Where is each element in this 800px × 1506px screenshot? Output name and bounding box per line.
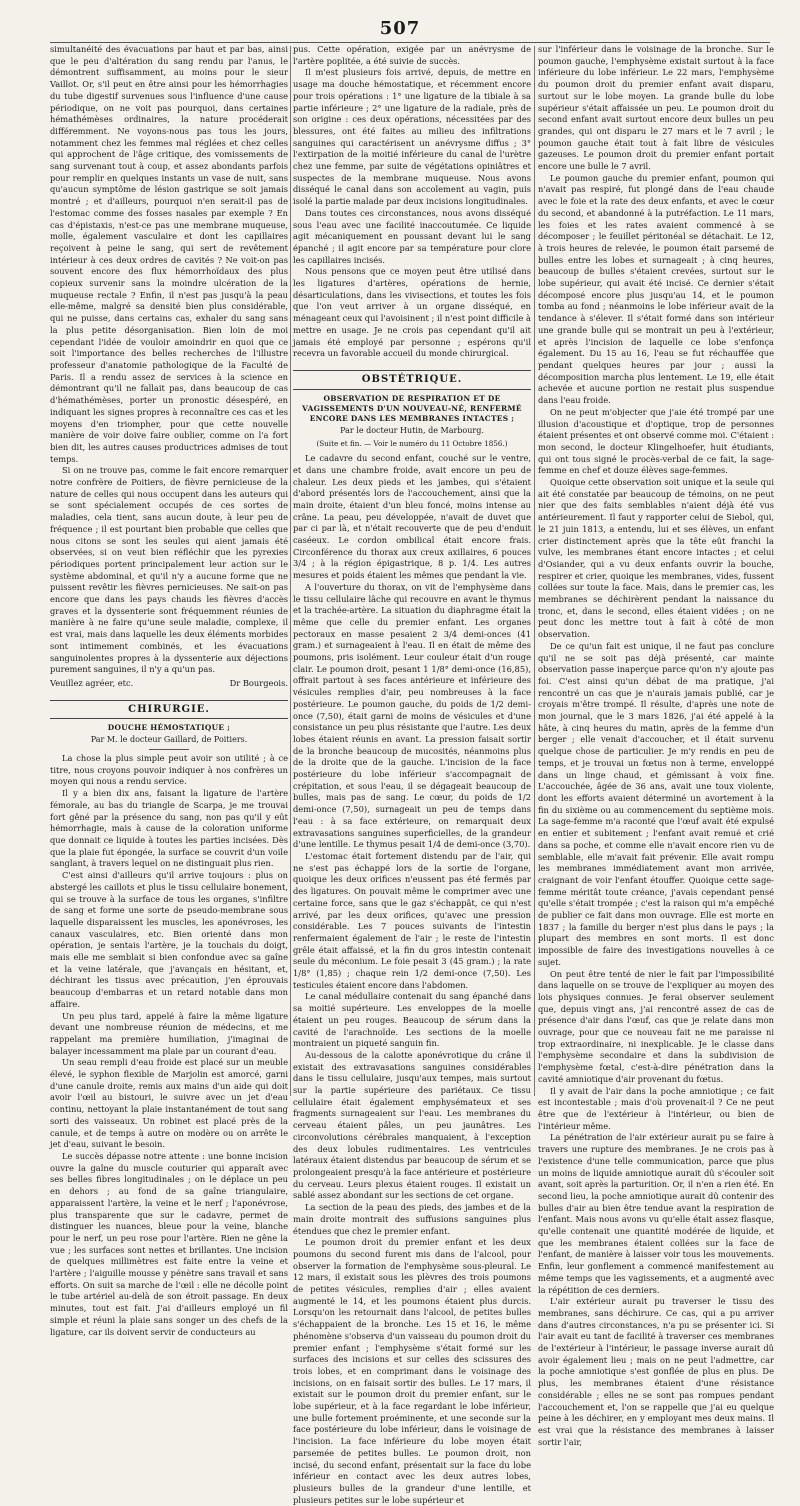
paragraph: Le succès dépasse notre attente : une bonne incision ouvre la gaîne du muscle couturier qui apparaît avec ses belles fibres longitudinales ; on le déplace un peu en dehors ; au fond de sa gaîne triangulaire, apparaissent l'artère, la veine et le nerf ; l'aponévrose, plus transparente que sur le cadavre, permet de distinguer les nuances, bleue pour la veine, blanche pour le nerf, un peu rose pour l'artère. Rien ne gêne la vue ; les surfaces sont nettes et brillantes. Une incision de quelques millimètres est faite entre la veine et l'artère ; l'aiguille mousse y pénètre sans travail et sans efforts. On suit sa marche de l'œil : elle ne décolle point le tube artériel au-delà de son étroit passage. En deux minutes, tout est fait. J'ai d'ailleurs employé un fil simple et réuni la plaie sans songer un des chefs de la ligature, car ils doivent servir de conducteurs au xyxy=(50,1150,288,1337)
header-rule xyxy=(50,42,770,43)
section-heading-chirurgie: CHIRURGIE. xyxy=(50,700,288,720)
paragraph: pus. Cette opération, exigée par un anévrysme de l'artère poplitée, a été suivie de succès. xyxy=(293,44,531,66)
paragraph: Le canal médullaire contenait du sang épanché dans sa moitié supérieure. Les enveloppes de la moelle étaient un peu rouges. Beaucoup de sérum dans la cavité de l'arachnoïde. Les sections de la moelle montraient un piqueté sanguin fin. xyxy=(293,991,531,1049)
paragraph: De ce qu'un fait est unique, il ne faut pas conclure qu'il ne se soit pas déjà présenté, car mainte observation passe inaperçue parce qu'on n'y ajoute pas foi. C'est ainsi qu'un débat de ma pratique, j'ai rencontré un cas que je n'aurais jamais publié, car je croyais m'être trompé. Il résulte, d'après une note de mon journal, que le 3 mars 1826, j'ai été appelé à la hâte, à cinq heures du matin, après de la femme d'un berger ; elle venait d'accoucher, et il était survenu quelque chose de particulier. Je m'y rendis en peu de temps, et je trouvai un fœtus non à terme, enveloppé dans un linge chaud, et gémissant à voix fine. L'accouchée, âgée de 36 ans, avait une toux violente, dont les efforts avaient déterminé un avortement à la fin du sixième ou au commencement du septième mois. La sage-femme m'a raconté que l'œuf avait été expulsé en entier et subitement ; l'enfant avait remué et crié dans sa poche, et comme elle n'avait encore rien vu de semblable, elle m'avait fait prévenir. Elle avait rompu les membranes immédiatement avant mon arrivée, craignant de voir l'enfant étouffer. Quoique cette sage-femme méritât toute créance, j'avais cependant pensé qu'elle s'était trompée ; c'est la raison qui m'a empêché de publier ce fait dans mon ouvrage. Elle est morte en 1837 ; la famille du berger n'est plus dans le pays ; la plupart des membres en sont morts. Il est donc impossible de faire des investigations nouvelles à ce sujet. xyxy=(538,640,774,967)
column-separator xyxy=(534,46,535,1096)
paragraph: On ne peut m'objecter que j'aie été trompé par une illusion d'acoustique et d'optique, trop de personnes étaient présentes et ont observé comme moi. C'étaient : mon second, le docteur Klingelhoefer, huit étudiants, qui ont tous signé le procès-verbal de ce fait, la sage-femme en chef et douze élèves sage-femmes. xyxy=(538,406,774,476)
paragraph: Il m'est plusieurs fois arrivé, depuis, de mettre en usage ma douche hémostatique, et récemment encore pour trois opérations : 1° une ligature de la tibiale à sa partie inférieure ; 2° une ligature de la radiale, près de son origine : ces deux opérations, nécessitées par des blessures, ont été faites au milieu des infiltrations sanguines qui caractérisent un anévrysme diffus ; 3° l'extirpation de la moitié inférieure du canal de l'urètre chez une femme, par suite de végétations opiniâtres et suspectes de la membrane muqueuse. Nous avons disséqué le canal dans son accolement au vagin, puis isolé la partie malade par deux incisions longitudinales. xyxy=(293,67,531,207)
paragraph: sur l'inférieur dans le voisinage de la bronche. Sur le poumon gauche, l'emphysème existait surtout à la face inférieure du lobe inférieur. Le 22 mars, l'emphysème du poumon droit du premier enfant avait disparu, surtout sur le lobe moyen. La grande bulle du lobe supérieur s'était affaissée un peu. Le poumon droit du second enfant avait surtout encore deux bulles un peu grandes, qui ont disparu le 27 mars et le 7 avril ; le poumon gauche était tout à fait libre de vésicules gazeuses. Le poumon droit du premier enfant portait encore une bulle le 7 avril. xyxy=(538,44,774,172)
paragraph: L'air extérieur aurait pu traverser le tissu des membranes, sans déchirure. Ce cas, qui a pu arriver dans d'autres circonstances, n'a pu se présenter ici. Si l'air avait eu tant de facilité à traverser ces membranes de l'extérieur à l'intérieur, le passage inverse aurait dû avoir également lieu ; mais on ne peut l'admettre, car la poche amniotique s'est gonflée de plus en plus. De plus, les membranes étaient d'une résistance considérable ; elles ne se sont pas rompues pendant l'accouchement et, l'on se rappelle que j'ai eu quelque peine à les déchirer, en y employant mes deux mains. Il est vrai que la résistance des membranes à laisser sortir l'air, xyxy=(538,1296,774,1447)
paragraph: L'estomac était fortement distendu par de l'air, qui ne s'est pas échappé lors de la sortie de l'organe, quoique les deux orifices n'eussent pas été fermés par des ligatures. On pouvait même le comprimer avec une certaine force, sans que le gaz s'échappât, ce qui n'est arrivé, par les deux orifices, qu'avec une pression considérable. Les 7 pouces suivants de l'intestin renfermaient également de l'air ; le reste de l'intestin grêle était affaissé, et la fin du gros intestin contenait seule du méconium. Le foie pesait 3 (45 gram.) ; la rate 1/8° (1,85) ; chaque rein 1/2 demi-once (7,50). Les testicules étaient encore dans l'abdomen. xyxy=(293,851,531,990)
paragraph: simultanéité des évacuations par haut et par bas, ainsi que le peu d'altération du sang rendu par l'anus, le démontrent suffisamment, au moins pour le sieur Vaillot. Or, s'il peut en être ainsi pour les hémorrhagies du tube digestif survenues sous l'influence d'une cause périodique, on ne voit pas pourquoi, dans certaines hémathémèses ordinaires, la nature procéderait différemment. Ne voyons-nous pas tous les jours, notamment chez les femmes mal réglées et chez celles qui approchent de l'âge critique, des vomissements de sang survenant tout à coup, et assez abondants parfois pour remplir en quelques instants un vase de nuit, sans qu'aucun symptôme de lésion gastrique se soit jamais montré ; et d'ailleurs, pourquoi n'en serait-il pas de l'estomac comme des fosses nasales par exemple ? En cas d'épistaxis, n'est-ce pas une membrane muqueuse, molle, également vasculaire et dont les capillaires reçoivent à peine le sang, qui sert de revêtement intérieur à ces deux ordres de cavités ? Ne voit-on pas souvent encore des flux hémorrhoïdaux des plus copieux survenir sans la moindre ulcération de la muqueuse rectale ? Enfin, il n'est pas jusqu'à la peau elle-même, malgré sa densité bien plus considérable, qui ne puisse, dans certains cas, exhaler du sang sans la plus petite désorganisation. Bien loin de moi cependant l'idée de vouloir amoindrir en quoi que ce soit l'importance des belles recherches de l'illustre professeur d'anatomie pathologique de la Faculté de Paris. Il a rendu assez de services à la science en démontrant qu'il ne fallait pas, dans beaucoup de cas d'hémathémèses, porter un pronostic désespéré, en indiquant les signes propres à reconnaître ces cas et les moyens d'en triompher, pour que cette nouvelle manière de voir doive faire oublier, comme on l'a fort bien dit, les autres causes productrices admises de tout temps. xyxy=(50,44,288,464)
paragraph: Le poumon gauche du premier enfant, poumon qui n'avait pas respiré, fut plongé dans de l'eau chaude avec le foie et la rate des deux enfants, et avec le cœur du second, et abandonné à la putréfaction. Le 11 mars, les foies et les rates avaient commencé à se décomposer ; le feuillet péritonéal se détachait. Le 12, à trois heures de relevée, le poumon était parsemé de bulles entre les lobes et surnageait ; à cinq heures, beaucoup de bulles s'étaient crevées, surtout sur le lobe supérieur, qui avait été incisé. Ce dernier s'était décomposé encore plus jusqu'au 14, et le poumon tomba au fond ; néanmoins le lobe inférieur avait de la tendance à s'élever. Il s'était formé dans son intérieur une grande bulle qui se montrait un peu à l'extérieur, et après l'incision de laquelle ce lobe s'enfonça également. Du 15 au 16, l'eau se fut réchauffée que pendant quelques heures par jour ; aussi la décomposition marcha plus lentement. Le 19, elle était achevée et aucune portion ne restait plus suspendue dans l'eau froide. xyxy=(538,172,774,406)
paragraph: C'est ainsi d'ailleurs qu'il arrive toujours : plus on abstergé les caillots et plus le tissu cellulaire bonement, qui se trouve à la surface de tous les organes, s'infiltre de sang et forme une sorte de pseudo-membrane sous laquelle disparaissent les muscles, les aponévroses, les canaux vasculaires, etc. Bien orienté dans mon opération, je sentais l'artère, je la touchais du doigt, mais elle me semblait si bien confondue avec sa gaîne et la veine latérale, que j'avançais en hésitant, et, déchirant les tissus avec précaution, j'en éprouvais beaucoup d'embarras et un retard notable dans mon affaire. xyxy=(50,870,288,1009)
column-separator xyxy=(290,46,291,1096)
paragraph: La pénétration de l'air extérieur aurait pu se faire à travers une rupture des membranes. Je ne crois pas à l'existence d'une telle communication, parce que plus un moins de liquide amniotique aurait dû s'écouler soit avant, soit après la parturition. Or, il n'en a rien été. En second lieu, la poche amniotique aurait dû contenir des bulles d'air au bien être tendue avant la respiration de l'enfant. Mais nous avons vu qu'elle était assez flasque, qu'elle contenait une quantité modérée de liquide, et que les membranes étaient collées sur la face de l'enfant, de manière à laisser voir tous les mouvements. Enfin, leur gonflement a commencé manifestement au même temps que les vagissements, et a augmenté avec la répétition de ces derniers. xyxy=(538,1132,774,1295)
paragraph: On peut être tenté de nier le fait par l'impossibilité dans laquelle on se trouve de l'expliquer au moyen des lois physiques connues. Je ferai observer seulement que, depuis vingt ans, j'ai rencontré assez de cas de présence d'air dans l'œuf, cas que je relate dans mon ouvrage, pour que ce nouveau fait ne me paraisse ni trop extraordinaire, ni inexplicable. Je le classe dans l'emphysème secondaire et dans la subdivision de l'emphysème fœtal, c'est-à-dire pénétration dans la cavité amniotique d'air provenant du fœtus. xyxy=(538,968,774,1084)
paragraph: Un seau rempli d'eau froide est placé sur un meuble élevé, le syphon flexible de Marjolin est amorcé, garni d'une canule droite, remis aux mains d'un aide qui doit avoir l'œil au bistouri, le suivre avec un jet d'eau continu, nettoyant la plaie instantanément de tout sang sorti des vaisseaux. Un robinet est placé près de la canule, et de temps à autre on modère ou on arrête le jet d'eau, suivant le besoin. xyxy=(50,1057,288,1150)
article-title: DOUCHE HÉMOSTATIQUE ; xyxy=(107,723,231,733)
paragraph: Un peu plus tard, appelé à faire la même ligature devant une nombreuse réunion de médecins, et me rappelant ma première humiliation, j'imaginai de balayer incessamment ma plaie par un courant d'eau. xyxy=(50,1010,288,1056)
section-heading-obstetrique: OBSTÉTRIQUE. xyxy=(293,370,531,390)
paragraph: Quoique cette observation soit unique et la seule qui ait été constatée par beaucoup de témoins, on ne peut nier que des faits semblables n'aient déjà été vus antérieurement. Il faut y rapporter celui de Siebol, qui, le 21 juin 1813, a entendu, lui et ses élèves, un enfant crier distinctement après que la tête eût franchi la vulve, les membranes étant encore intactes ; et celui d'Osiander, qui a vu deux enfants ouvrir la bouche, respirer et crier, quoique les membranes, vides, fussent collées sur toute la face. Mais, dans le premier cas, les membranes se déchirèrent pendant la naissance du tronc, et, dans le second, elles étaient vidées ; on ne peut donc les mettre tout à fait à côté de mon observation. xyxy=(538,477,774,640)
paragraph: Si on ne trouve pas, comme le fait encore remarquer notre confrère de Poitiers, de fièvre pernicieuse de la nature de celles qui nous occupent dans les auteurs qui se sont spécialement occupés de ces sortes de maladies, cela tient, sans aucun doute, à leur peu de fréquence ; il est pourtant bien probable que celles que nous citons se sont les seules qui aient jamais été observées, si on veut bien réfléchir que les pyrexies périodiques portent principalement leur action sur le système abdominal, et qu'il n'y a aucune forme que ne puissent revêtir les fièvres pernicieuses. Ne sait-on pas encore que dans les pays chauds les fièvres d'accès graves et la dyssenterie sont fréquemment réunies de manière à ne faire qu'une seule maladie, complexe, il est vrai, mais dans laquelle les deux éléments morbides sont intimement combinés, et les évacuations sanguinolentes propres à la dyssenterie aux déjections purement sanguines, il n'y a qu'un pas. xyxy=(50,465,288,675)
paragraph: Nous pensons que ce moyen peut être utilisé dans les ligatures d'artères, opérations de hernie, désarticulations, dans les vivisections, et toutes les fois que l'on veut arriver à un organe disséqué, en ménageant ceux qui l'avoisinent ; il n'est point difficile à mettre en usage. Je ne crois pas cependant qu'il ait jamais été employé par personne ; espérons qu'il recevra un favorable accueil du monde chirurgical. xyxy=(293,266,531,359)
column-left xyxy=(50,44,288,1337)
paragraph: Le cadavre du second enfant, couché sur le ventre, et dans une chambre froide, avait encore un peu de chaleur. Les deux pieds et les jambes, qui s'étaient d'abord présentés lors de l'accouchement, ainsi que la main droite, étaient d'un bleu foncé, moins intense au crâne. La peau, peu développée, n'avait de duvet que par ci par là, et n'était recouverte que de peu d'enduit caséeux. Le cordon ombilical était encore frais. Circonférence du thorax aux creux axillaires, 6 pouces 3/4 ; à la région épigastrique, 8 p. 1/4. Les autres mesures et poids étaient les mêmes que pendant la vie. xyxy=(293,453,531,581)
article-byline: Par le docteur Hutin, de Marbourg. xyxy=(340,425,484,435)
paragraph: A l'ouverture du thorax, on vit de l'emphysème dans le tissu cellulaire lâche qui recouvre en avant le thymus et la trachée-artère. La situation du diaphragme était la même que celle du premier enfant. Les organes pectoraux en masse pesaient 2 3/4 demi-onces (41 gram.) et surnageaient à l'eau. Il en était de même des poumons, pris isolément. Leur couleur était d'un rouge clair. Le poumon droit, pesant 1 1/8° demi-once (16,85), offrait partout à ses faces antérieure et inférieure des vésicules remplies d'air, peu nombreuses à la face postérieure. Le poumon gauche, du poids de 1/2 demi-once (7,50), était garni de moins de vésicules et d'une consistance un peu plus résistante que l'autre. Les deux lobes étaient réunis en avant. La pression faisait sortir de la bronche beaucoup de mucosités, néanmoins plus de la droite que de la gauche. L'incision de la face postérieure du lobe inférieur s'accompagnait de crépitation, et sous l'eau, il se dégageait beaucoup de bulles, mais pas de sang. Le cœur, du poids de 1/2 demi-once (7,50), surnageait un peu de temps dans l'eau : à sa face extérieure, on remarquait deux extravasations sanguines superficielles, de la grandeur d'une lentille. Le thymus pesait 1/4 de demi-once (3,70). xyxy=(293,581,531,850)
author-signature: Dr Bourgeois. xyxy=(229,677,288,688)
closing-formula: Veuillez agréer, etc. xyxy=(50,677,134,688)
column-right xyxy=(538,44,774,1447)
page-number: 507 xyxy=(379,18,421,39)
paragraph: Au-dessous de la calotte aponévrotique du crâne il existait des extravasations sanguines considérables dans le tissu cellulaire, jusqu'aux tempes, mais surtout sur la partie supérieure des pariétaux. Ce tissu cellulaire était également emphysémateux et ses fragments surnageaient sur l'eau. Les membranes du cerveau étaient pâles, un peu jaunâtres. Les circonvolutions cérébrales manquaient, à l'exception des deux lobules rudimentaires. Les ventricules latéraux étaient distendus par beaucoup de sérum et se prolongeaient presqu'à la face antérieure et postérieure du cerveau. Leurs plexus étaient rouges. Il existait un sablé assez abondant sur les sections de cet organe. xyxy=(293,1049,531,1201)
continuation-note: (Suite et fin. — Voir le numéro du 11 Octobre 1856.) xyxy=(316,439,508,449)
paragraph: Dans toutes ces circonstances, nous avons disséqué sous l'eau avec une facilité inaccoutumée. Ce liquide agit mécaniquement en poussant devant lui le sang épanché ; il agit encore par sa température pour clore les capillaires incisés. xyxy=(293,207,531,265)
paragraph: Il y avait de l'air dans la poche amniotique ; ce fait est incontestable ; mais d'où provenait-il ? Ce ne peut être que de l'extérieur à l'intérieur, ou bien de l'intérieur même. xyxy=(538,1085,774,1131)
paragraph: Le poumon droit du premier enfant et les deux poumons du second furent mis dans de l'alcool, pour observer la formation de l'emphysème sous-pleural. Le 12 mars, il existait sous les plèvres des trois poumons de petites vésicules, remplies d'air ; elles avaient augmenté le 14, et les poumons étaient plus durcis. Lorsqu'on les retournait dans l'alcool, de petites bulles s'échappaient de la bronche. Les 15 et 16, le même phénomène s'observa d'un vaisseau du poumon droit du premier enfant ; l'emphysème s'était formé sur les surfaces des incisions et sur celles des scissures des trois lobes, et en comprimant dans le voisinage des incisions, on en faisait sortir des bulles. Le 17 mars, il existait sur le poumon droit du premier enfant, sur le lobe supérieur, et à la face regardant le lobe inférieur, une bulle fortement proéminente, et une seconde sur la face postérieure du lobe inférieur, dans le voisinage de l'incision. La face inférieure du lobe moyen était parsemée de petites bulles. Le poumon droit, non incisé, du second enfant, présentait sur la face du lobe inférieur en contact avec les deux autres lobes, plusieurs bulles de la grandeur d'une lentille, et plusieurs petites sur le lobe supérieur et xyxy=(293,1237,531,1505)
article-title: OBSERVATION DE RESPIRATION ET DE VAGISSEMENTS D'UN NOUVEAU-NÉ, RENFERMÉ ENCORE DANS LES MEMBRANES INTACTES ; xyxy=(302,393,522,423)
title-rule xyxy=(149,749,189,750)
paragraph: La chose la plus simple peut avoir son utilité ; à ce titre, nous croyons pouvoir indiquer à nos confrères un moyen qui nous a rendu service. xyxy=(50,753,288,787)
paragraph: La section de la peau des pieds, des jambes et de la main droite montrait des suffusions sanguines plus étendues que chez le premier enfant. xyxy=(293,1202,531,1236)
paragraph: Il y a bien dix ans, faisant la ligature de l'artère fémorale, au bas du triangle de Scarpa, je me trouvai fort gêné par la présence du sang, non pas qu'il y eût hémorrhagie, mais à cause de la coloration uniforme que donnait ce liquide à toutes les parties incisées. Dès que la plaie fut épongée, la surface se couvrit d'un voile sanglant, à travers lequel on ne distinguait plus rien. xyxy=(50,788,288,869)
column-middle xyxy=(293,44,531,1505)
letter-signature xyxy=(50,678,288,690)
article-byline: Par M. le docteur Gaillard, de Poitiers. xyxy=(90,735,248,745)
